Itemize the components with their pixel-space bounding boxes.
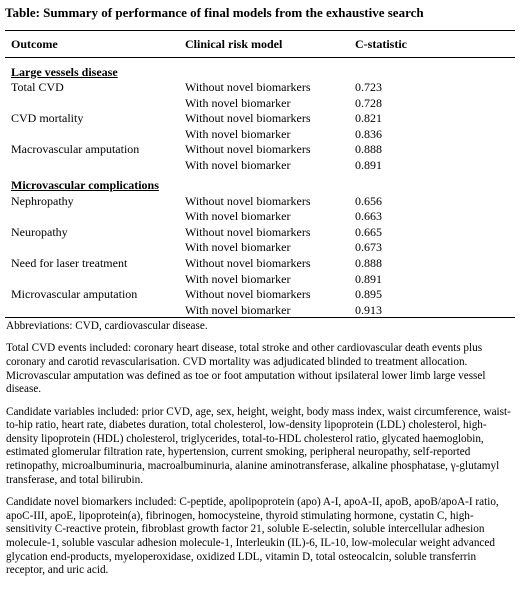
table-row bbox=[5, 301, 515, 317]
table-row bbox=[5, 270, 515, 286]
section-row bbox=[5, 172, 515, 192]
model-cell: With novel biomarker bbox=[179, 301, 349, 317]
c-statistic-cell: 0.728 bbox=[355, 95, 382, 110]
summary-table bbox=[5, 30, 515, 318]
events-note: Total CVD events included: coronary heart disease, total stroke and other cardiovascular death events plus coronary and carotid revascularisation. CVD mortality was adjudicated blinded to treatment allocation. Microvascular amputation was defined as toe or foot amputation without ipsilateral lower limb large vessel disease. bbox=[6, 342, 486, 396]
document-page bbox=[5, 4, 515, 578]
c-statistic-cell: 0.673 bbox=[355, 240, 382, 255]
outcome-cell: Nephropathy bbox=[11, 193, 74, 208]
model-cell: Without novel biomarkers bbox=[185, 256, 311, 271]
outcome-cell: Need for laser treatment bbox=[11, 256, 128, 271]
model-cell: Without novel biomarkers bbox=[185, 80, 311, 95]
model-cell: With novel biomarker bbox=[185, 271, 291, 286]
table-row bbox=[5, 156, 515, 172]
table-row bbox=[5, 208, 515, 224]
model-cell: With novel biomarker bbox=[185, 240, 291, 255]
model-cell: Without novel biomarkers bbox=[185, 224, 311, 239]
outcome-cell bbox=[5, 156, 179, 172]
outcome-cell: Microvascular amputation bbox=[11, 287, 138, 302]
model-cell: Without novel biomarkers bbox=[185, 111, 311, 126]
model-cell: Without novel biomarkers bbox=[185, 142, 311, 157]
model-cell: With novel biomarker bbox=[185, 209, 291, 224]
abbreviations-note: Abbreviations: CVD, cardiovascular disease. bbox=[6, 319, 208, 332]
c-statistic-cell: 0.665 bbox=[355, 224, 382, 239]
summary-table-body bbox=[5, 31, 515, 318]
table-row bbox=[5, 79, 515, 95]
table-row bbox=[5, 125, 515, 141]
c-statistic-cell: 0.836 bbox=[355, 126, 382, 141]
section-heading: Large vessels disease bbox=[11, 64, 118, 79]
table-row bbox=[5, 110, 515, 126]
outcome-cell bbox=[5, 94, 179, 110]
outcome-cell: CVD mortality bbox=[11, 111, 84, 126]
table-row bbox=[5, 239, 515, 255]
table-row bbox=[5, 254, 515, 270]
c-statistic-cell: 0.656 bbox=[355, 193, 382, 208]
outcome-cell: Total CVD bbox=[11, 80, 64, 95]
c-statistic-cell: 0.891 bbox=[355, 158, 382, 173]
c-statistic-cell: 0.891 bbox=[355, 271, 382, 286]
section-heading: Microvascular complications bbox=[11, 178, 159, 193]
c-statistic-cell: 0.888 bbox=[355, 256, 382, 271]
outcome-cell: Macrovascular amputation bbox=[11, 142, 140, 157]
model-cell: With novel biomarker bbox=[185, 158, 291, 173]
model-cell: With novel biomarker bbox=[185, 126, 291, 141]
table-row bbox=[5, 286, 515, 302]
section-row bbox=[5, 58, 515, 79]
c-statistic-cell: 0.895 bbox=[355, 287, 382, 302]
outcome-cell bbox=[5, 239, 179, 255]
table-notes bbox=[5, 320, 515, 578]
table-row bbox=[5, 141, 515, 157]
model-cell: With novel biomarker bbox=[185, 95, 291, 110]
c-statistic-cell: 0.821 bbox=[355, 111, 382, 126]
c-statistic-cell: 0.663 bbox=[355, 209, 382, 224]
outcome-cell bbox=[5, 270, 179, 286]
header-c-statistic: C-statistic bbox=[349, 31, 515, 58]
table-row bbox=[5, 192, 515, 208]
c-statistic-cell: 0.888 bbox=[355, 142, 382, 157]
outcome-cell bbox=[5, 208, 179, 224]
table-row bbox=[5, 94, 515, 110]
outcome-cell bbox=[5, 301, 179, 317]
table-row bbox=[5, 223, 515, 239]
c-statistic-cell: 0.723 bbox=[355, 80, 382, 95]
c-statistic-cell: 0.913 bbox=[349, 301, 515, 317]
biomarkers-note: Candidate novel biomarkers included: C-peptide, apolipoprotein (apo) A-I, apoA-II, apoB, apoB/apoA-I ratio, apoC-III, apoE, lipoprotein(a), fibrinogen, homocysteine, thyroid stimulating hormone, cystatin C, high-sensitivity C-reactive protein, fibroblast growth factor 21, soluble E-selectin, soluble intercellular adhesion molecule-1, soluble vascular adhesion molecule-1, Interleukin (IL)-6, IL-10, low-molecular weight advanced glycation end-products, myeloperoxidase, oxidized LDL, vitamin D, total osteocalcin, soluble transferrin receptor, and uric acid. bbox=[6, 496, 499, 577]
header-clinical-risk-model: Clinical risk model bbox=[179, 31, 349, 58]
model-cell: Without novel biomarkers bbox=[185, 193, 311, 208]
outcome-cell bbox=[5, 125, 179, 141]
model-cell: Without novel biomarkers bbox=[185, 287, 311, 302]
outcome-cell: Neuropathy bbox=[11, 224, 68, 239]
variables-note: Candidate variables included: prior CVD, age, sex, height, weight, body mass index, waist circumference, waist-to-hip ratio, heart rate, diabetes duration, total cholesterol, low-density lipoprotein (LDL) cholesterol, high-density lipoprotein (HDL) cholesterol, triglycerides, total-to-HDL cholesterol ratio, glycated haemoglobin, estimated glomerular filtration rate, hypertension, current smoking, peripheral neuropathy, self-reported retinopathy, microalbuminuria, macroalbuminuria, alanine aminotransferase, alkaline phosphatase, γ-glutamyl transferase, and total bilirubin. bbox=[6, 405, 511, 486]
header-outcome: Outcome bbox=[5, 31, 179, 58]
table-header-row bbox=[5, 31, 515, 58]
table-title: Table: Summary of performance of final models from the exhaustive search bbox=[5, 5, 424, 20]
